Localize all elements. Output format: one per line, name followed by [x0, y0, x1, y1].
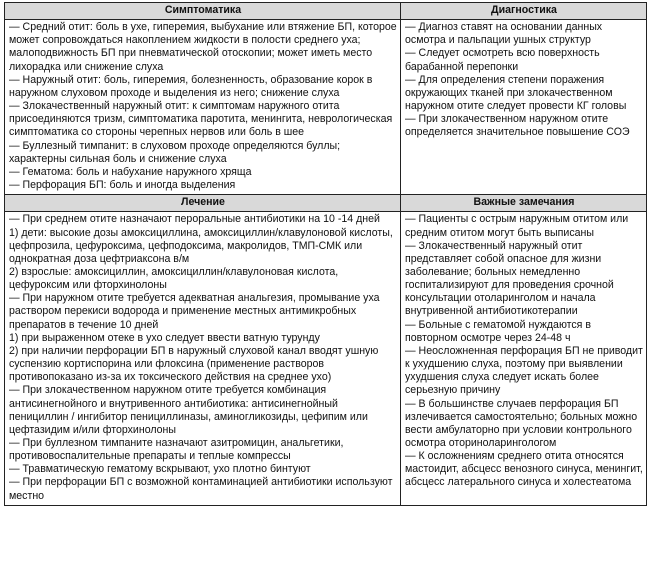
- diagnostic-item: — Диагноз ставят на основании данных осмотра и пальпации ушных структур: [405, 21, 603, 47]
- symptom-item-perforation: — Перфорация БП: боль и иногда выделения: [9, 179, 236, 192]
- header-treatment: Лечение: [5, 195, 401, 212]
- treatment-cell: [5, 212, 401, 505]
- header-notes: Важные замечания: [401, 195, 647, 212]
- notes-cell: [401, 212, 647, 505]
- note-item: — Злокачественный наружный отит представляет собой опасное для жизни заболевание; больных немедленно госпитализируют для проведения срочной консультации отоларинголом и начала внутривенной антибиотикотерапии: [405, 239, 614, 318]
- treatment-item: 1) при выраженном отеке в ухо следует ввести ватную турунду: [9, 331, 320, 344]
- diagnostic-item: — Для определения степени поражения окружающих тканей при злокачественном наружном отите следует провести КГ головы: [405, 73, 627, 113]
- symptom-item-otitis-media: — Средний отит: боль в ухе, гиперемия, выбухание или втяжение БП, которое может сопровождаться накоплением жидкости в полости среднего уха; малоподвижность БП при пневматической отоскопии; может иметь место лихорадка или снижение слуха: [9, 21, 397, 73]
- diagnostics-cell: [401, 20, 647, 195]
- content-row-bottom: [5, 212, 647, 505]
- clinical-table: [4, 2, 647, 506]
- header-diagnostics: Диагностика: [401, 3, 647, 20]
- note-item: — Пациенты с острым наружным отитом или средним отитом могут быть выписаны: [405, 213, 629, 239]
- symptom-item-otitis-externa: — Наружный отит: боль, гиперемия, болезненность, образование корок в наружном слуховом проходе и выделения из него; снижение слуха: [9, 73, 373, 99]
- header-row-bottom: [5, 195, 647, 212]
- treatment-item: — При перфорации БП с возможной контаминацией антибиотики используют местно: [9, 476, 393, 502]
- content-row-top: [5, 20, 647, 195]
- header-row-top: [5, 3, 647, 20]
- symptom-item-malignant-otitis: — Злокачественный наружный отит: к симптомам наружного отита присоединяются тризм, симптоматика паротита, менингита, неврологическая симптоматика со стороны черепных нервов или боль в шее: [9, 100, 393, 139]
- diagnostic-item: — Следует осмотреть всю поверхность барабанной перепонки: [405, 47, 600, 73]
- treatment-item: — При буллезном тимпаните назначают азитромицин, анальгетики, противовоспалительные препараты и теплые компрессы: [9, 437, 344, 463]
- header-symptoms: Симптоматика: [5, 3, 401, 20]
- treatment-item: 2) взрослые: амоксициллин, амоксициллин/клавулоновая кислота, цефуроксим или фторхинолоны: [9, 265, 339, 292]
- symptom-item-hematoma: — Гематома: боль и набухание наружного хряща: [9, 165, 252, 178]
- note-item: — Неосложненная перфорация БП не приводит к ухудшению слуха, поэтому при выявлении ухудшения слуха следует искать более серьезную причину: [405, 344, 643, 397]
- symptoms-cell: [5, 20, 401, 195]
- note-item: — К осложнениям среднего отита относятся мастоидит, абсцесс венозного синуса, менингит, абсцесс латерального синуса и холестеатома: [405, 450, 643, 489]
- treatment-item: 1) дети: высокие дозы амоксициллина, амоксициллин/клавулоновой кислоты, цефпрозила, цефуроксима, цефподоксима, макролидов, ТМП-СМК или однократная доза цефтриаксона в/м: [9, 226, 393, 265]
- symptom-item-bullous-myringitis: — Буллезный тимпанит: в слуховом проходе определяются буллы; характерны сильная боль и снижение слуха: [9, 139, 341, 165]
- treatment-item: — При злокачественном наружном отите требуется комбинация антисинегнойного и внутривенного антибиотика: антисинегнойный пенициллин / ингибитор пенициллиназы, аминогликозиды, цефипим или цефтазидим и/или фторхинолоны: [9, 384, 368, 436]
- treatment-item: — Травматическую гематому вскрывают, ухо плотно бинтуют: [9, 463, 311, 476]
- note-item: — В большинстве случаев перфорация БП излечивается самостоятельно; больных можно вести амбулаторно при условии контрольного осмотра оториноларингологом: [405, 397, 638, 449]
- diagnostic-item: — При злокачественном наружном отите определяется значительное повышение СОЭ: [405, 113, 630, 139]
- treatment-item: 2) при наличии перфорации БП в наружный слуховой канал вводят ушную суспензию кортиспорина или флоксина (применение растворов противопоказано из-за их токсического действия на среднее ухо): [9, 344, 379, 384]
- treatment-item: — При среднем отите назначают пероральные антибиотики на 10 -14 дней: [9, 213, 380, 226]
- treatment-item: — При наружном отите требуется адекватная анальгезия, промывание уха раствором перекиси водорода и применение местных антимикробных препаратов в течение 10 дней: [9, 292, 380, 331]
- note-item: — Больные с гематомой нуждаются в повторном осмотре через 24-48 ч: [405, 318, 591, 344]
